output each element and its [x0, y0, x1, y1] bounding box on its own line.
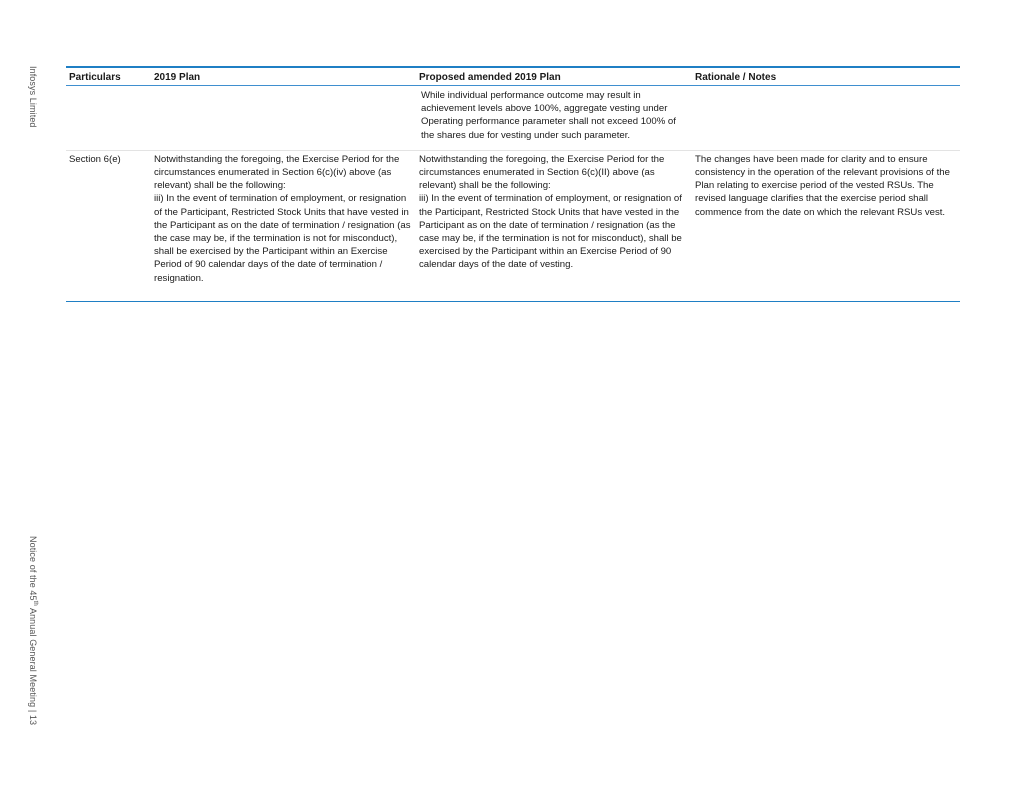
- cell-rationale: The changes have been made for clarity and to ensure consistency in the operation of the relevant provisions of the Plan relating to exercise period of the vested RSUs. The revised language clarifies that the exercise period shall commence from the date on which the relevant RSUs vest.: [695, 153, 950, 218]
- table-header-row: [66, 67, 960, 86]
- header-2019-plan: 2019 Plan: [151, 67, 416, 86]
- proposed-intro: Notwithstanding the foregoing, the Exercise Period for the circumstances enumerated in Section 6(c)(II) above (as relevant) shall be the following:: [419, 153, 665, 192]
- footer-side-label: [28, 536, 38, 725]
- plan-2019-intro: Notwithstanding the foregoing, the Exercise Period for the circumstances enumerated in Section 6(c)(iv) above (as relevant) shall be the following:: [154, 153, 400, 192]
- table-row: [66, 150, 960, 301]
- company-side-label: Infosys Limited: [28, 66, 38, 128]
- plan-2019-item: iii) In the event of termination of employment, or resignation of the Participant, Restricted Stock Units that have vested in the Participant as on the date of termination / resignation (as the case may be, if the termination is not for misconduct), shall be exercised by the Participant within an Exercise Period of 90 calendar days of the date of termination / resignation.: [154, 193, 411, 284]
- cell-proposed: [416, 86, 692, 151]
- footer-prefix: Notice of the 45: [28, 536, 38, 601]
- cell-2019-plan: [151, 86, 416, 151]
- cell-particular: [66, 86, 151, 151]
- header-proposed-plan: Proposed amended 2019 Plan: [416, 67, 692, 86]
- header-rationale: Rationale / Notes: [692, 67, 960, 86]
- cell-2019-plan: [151, 150, 416, 301]
- cell-particular: Section 6(e): [69, 153, 121, 165]
- plan-comparison-table: [66, 66, 960, 302]
- proposed-text: While individual performance outcome may result in achievement levels above 100%, aggregate vesting under Operating performance parameter shall not exceed 100% of the shares due for vesting under such parameter.: [421, 90, 676, 141]
- header-particulars: Particulars: [66, 67, 151, 86]
- table-row: [66, 86, 960, 151]
- cell-proposed: [416, 150, 692, 301]
- proposed-item: iii) In the event of termination of employment, or resignation of the Participant, Restricted Stock Units that have vested in the Participant as on the date of termination / resignation (as the case may be, if the termination is not for misconduct), shall be exercised by the Participant within an Exercise Period of 90 calendar days of the date of vesting.: [419, 193, 682, 271]
- footer-suffix: Annual General Meeting | 13: [28, 605, 38, 726]
- cell-rationale: [692, 86, 960, 151]
- footer-superscript: th: [32, 600, 38, 606]
